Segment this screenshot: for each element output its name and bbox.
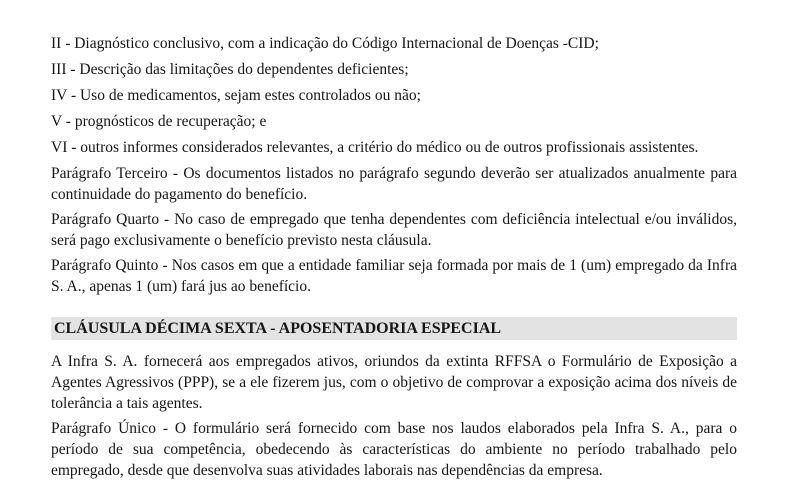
- clause-body-paragraph: A Infra S. A. fornecerá aos empregados ativos, oriundos da extinta RFFSA o Formulário de Exposição a Agentes Agressivos (PPP), se a ele fizerem jus, com o objetivo de comprovar a exposição acima dos níveis de tolerância a tais agentes.: [51, 353, 737, 412]
- paragraph-unico: Parágrafo Único - O formulário será fornecido com base nos laudos elaborados pela Infra S. A., para o período de sua competência, obedecendo às características do ambiente no período trabalhado pelo empregado, desde que desenvolva suas atividades laborais nas dependências da empresa.: [51, 420, 737, 479]
- paragraph-quinto: Parágrafo Quinto - Nos casos em que a entidade familiar seja formada por mais de 1 (um) empregado da Infra S. A., apenas 1 (um) fará jus ao benefício.: [51, 257, 737, 295]
- list-item-v: V - prognósticos de recuperação; e: [51, 113, 267, 130]
- paragraph-quarto: Parágrafo Quarto - No caso de empregado que tenha dependentes com deficiência intelectual e/ou inválidos, será pago exclusivamente o benefício previsto nesta cláusula.: [51, 211, 737, 249]
- list-item-ii: II - Diagnóstico conclusivo, com a indicação do Código Internacional de Doenças -CID;: [51, 35, 599, 52]
- clause-heading: CLÁUSULA DÉCIMA SEXTA - APOSENTADORIA ESPECIAL: [51, 317, 737, 340]
- list-item-iii: III - Descrição das limitações do dependentes deficientes;: [51, 61, 409, 78]
- paragraph-terceiro: Parágrafo Terceiro - Os documentos listados no parágrafo segundo deverão ser atualizados anualmente para continuidade do pagamento do benefício.: [51, 165, 737, 203]
- list-item-iv: IV - Uso de medicamentos, sejam estes controlados ou não;: [51, 87, 421, 104]
- list-item-vi: VI - outros informes considerados relevantes, a critério do médico ou de outros profissionais assistentes.: [51, 139, 699, 156]
